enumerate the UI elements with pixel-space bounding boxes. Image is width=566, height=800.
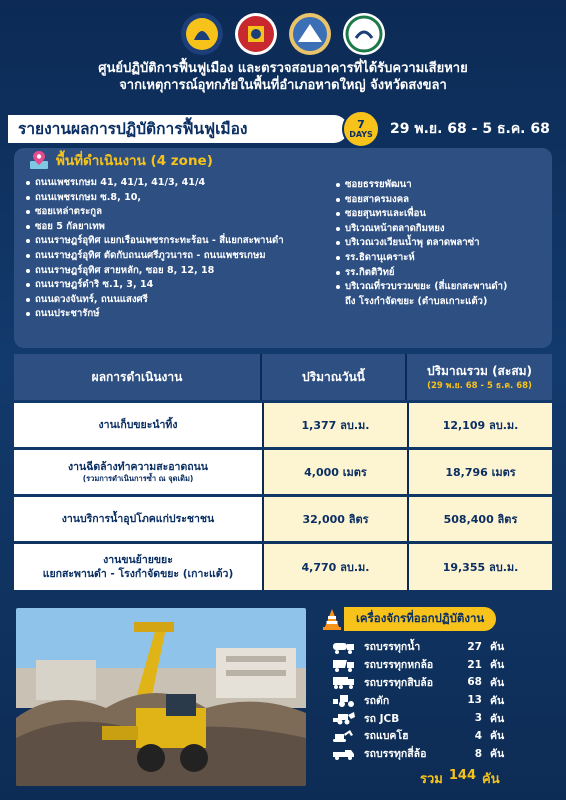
machine-name: รถบรรทุกสี่ล้อ <box>364 748 427 761</box>
machine-name: รถบรรทุกสิบล้อ <box>364 676 434 689</box>
list-item: ซอยสุนทรและเพื่อน <box>336 207 546 222</box>
machines-total <box>420 768 500 789</box>
list-item: ถนนราษฎร์อุทิศ แยกเรือนเพชรกระทะร้อน - สี่แยกสะพานดำ <box>26 234 336 249</box>
machine-unit: คัน <box>490 659 505 672</box>
list-item: ถนนประชารักษ์ <box>26 307 336 322</box>
zone-header <box>28 148 213 172</box>
list-item <box>332 691 522 709</box>
machine-name: รถบรรทุกน้ำ <box>364 641 421 654</box>
list-item: ถนนเพชรเกษม 41, 41/1, 41/3, 41/4 <box>26 176 336 191</box>
list-item: บริเวณหน้าตลาดกิมหยง <box>336 222 546 237</box>
table-row <box>14 497 552 541</box>
list-item <box>332 656 522 674</box>
machine-count: 3 <box>474 712 482 725</box>
site-photo <box>16 608 306 786</box>
row-total: 19,355 ลบ.ม. <box>407 544 552 590</box>
excavator-icon <box>332 729 356 743</box>
machines-title: เครื่องจักรที่ออกปฏิบัติงาน <box>344 607 496 631</box>
zone-list-right <box>336 178 546 309</box>
date-range: 29 พ.ย. 68 - 5 ธ.ค. 68 <box>390 121 550 137</box>
machine-name: รถแบคโฮ <box>364 730 409 743</box>
pickup-truck-icon <box>332 747 356 761</box>
list-item: ซอย 5 กัลยาเทพ <box>26 220 336 235</box>
loader-icon <box>332 693 356 707</box>
row-label <box>14 450 262 494</box>
machine-unit: คัน <box>490 676 505 689</box>
machine-count: 21 <box>467 658 482 671</box>
municipality-seal-logo <box>288 12 332 56</box>
jcb-icon <box>332 711 356 725</box>
days-number: 7 <box>357 118 365 131</box>
songkhla-province-logo <box>180 12 224 56</box>
row-total: 18,796 เมตร <box>407 450 552 494</box>
row-label <box>14 403 262 447</box>
machines-list <box>332 638 522 763</box>
traffic-cone-icon <box>322 608 342 630</box>
row-label-text: งานเก็บขยะนำทิ้ง <box>98 419 178 431</box>
days-label: DAYS <box>349 130 373 139</box>
total-label: รวม <box>420 772 443 787</box>
machines-header <box>322 606 496 632</box>
report-title-bar <box>8 114 560 144</box>
ten-wheel-truck-icon <box>332 675 356 689</box>
machine-count: 8 <box>474 747 482 760</box>
row-label <box>14 544 262 590</box>
list-item: บริเวณที่รวบรวมขยะ (สี่แยกสะพานดำ) <box>336 280 546 295</box>
header-total-period: (29 พ.ย. 68 - 5 ธ.ค. 68) <box>427 381 532 391</box>
list-item: รร.ธิดานุเคราะห์ <box>336 251 546 266</box>
list-item-continuation: ถึง โรงกำจัดขยะ (ตำบลเกาะแต้ว) <box>345 295 488 307</box>
row-total: 12,109 ลบ.ม. <box>407 403 552 447</box>
list-item: รร.กิตติวิทย์ <box>336 266 546 281</box>
machine-name: รถบรรทุกหกล้อ <box>364 659 434 672</box>
row-label-text-line2: แยกสะพานดำ - โรงกำจัดขยะ (เกาะแต้ว) <box>42 568 234 580</box>
water-truck-icon <box>332 640 356 654</box>
list-item: ถนนราษฎร์อุทิศ สายหลัก, ซอย 8, 12, 18 <box>26 264 336 279</box>
list-item: ซอยเหล่าตระกูล <box>26 205 336 220</box>
operating-zones-panel <box>14 148 552 348</box>
machine-name: รถตัก <box>364 694 390 707</box>
table-row <box>14 403 552 447</box>
list-item: ถนนราษฎร์ดำริ ซ.1, 3, 14 <box>26 278 336 293</box>
list-item <box>332 638 522 656</box>
row-label-text: งานฉีดล้างทำความสะอาดถนน <box>68 461 208 473</box>
row-label-note: (รวมการดำเนินการซ้ำ ณ จุดเดิม) <box>82 474 194 483</box>
list-item <box>332 674 522 692</box>
report-title: รายงานผลการปฏิบัติการฟื้นฟูเมือง <box>8 115 348 143</box>
public-works-logo <box>342 12 386 56</box>
row-today: 4,770 ลบ.ม. <box>262 544 407 590</box>
list-item: ซอยธรรยพัฒนา <box>336 178 546 193</box>
hatyai-emblem-logo <box>234 12 278 56</box>
machine-unit: คัน <box>490 641 505 654</box>
machine-unit: คัน <box>490 694 505 707</box>
machine-unit: คัน <box>490 730 505 743</box>
map-pin-icon <box>28 149 50 171</box>
list-item: ถนนเพชรเกษม ซ.8, 10, <box>26 191 336 206</box>
table-row <box>14 544 552 590</box>
row-total: 508,400 ลิตร <box>407 497 552 541</box>
row-today: 4,000 เมตร <box>262 450 407 494</box>
machine-count: 27 <box>467 640 482 653</box>
logo-row <box>0 12 566 58</box>
row-label-text: งานขนย้ายขยะ <box>103 554 173 566</box>
machine-unit: คัน <box>490 712 505 725</box>
organization-title-line1: ศูนย์ปฏิบัติการฟื้นฟูเมือง และตรวจสอบอาคารที่ได้รับความเสียหาย <box>98 61 468 76</box>
list-item: บริเวณวงเวียนน้ำพุ ตลาดพลาซ่า <box>336 236 546 251</box>
site-photo-illustration <box>16 608 306 786</box>
machine-unit: คัน <box>490 748 505 761</box>
row-today: 32,000 ลิตร <box>262 497 407 541</box>
header-total-label: ปริมาณรวม (สะสม) <box>426 364 533 378</box>
list-item <box>332 727 522 745</box>
row-label-text: งานบริการน้ำอุปโภคแก่ประชาชน <box>61 513 215 525</box>
organization-title-line2: จากเหตุการณ์อุทกภัยในพื้นที่อำเภอหาดใหญ่ จังหวัดสงขลา <box>119 78 447 93</box>
list-item <box>332 745 522 763</box>
machine-count: 68 <box>467 676 482 689</box>
row-today: 1,377 ลบ.ม. <box>262 403 407 447</box>
list-item: ซอยสาครมงคล <box>336 193 546 208</box>
machine-count: 4 <box>474 729 482 742</box>
total-unit: คัน <box>482 772 500 787</box>
organization-title <box>0 60 566 94</box>
machine-name: รถ JCB <box>364 712 400 725</box>
days-badge <box>342 110 380 148</box>
zone-list-left <box>26 176 336 322</box>
table-row <box>14 450 552 494</box>
machine-count: 13 <box>467 694 482 707</box>
list-item <box>332 709 522 727</box>
zone-title: พื้นที่ดำเนินงาน (4 zone) <box>56 153 213 169</box>
row-label <box>14 497 262 541</box>
table-header-row <box>14 354 552 400</box>
total-count: 144 <box>448 768 476 783</box>
header-total <box>407 354 552 400</box>
header-today: ปริมาณวันนี้ <box>262 354 407 400</box>
dump-truck-icon <box>332 658 356 672</box>
header-results: ผลการดำเนินงาน <box>14 354 262 400</box>
list-item: ถนนดวงจันทร์, ถนนแสงศรี <box>26 293 336 308</box>
results-table <box>14 354 552 590</box>
list-item: ถนนราษฎร์อุทิศ ตัดกับถนนศรีภูวนารถ - ถนนเพชรเกษม <box>26 249 336 264</box>
